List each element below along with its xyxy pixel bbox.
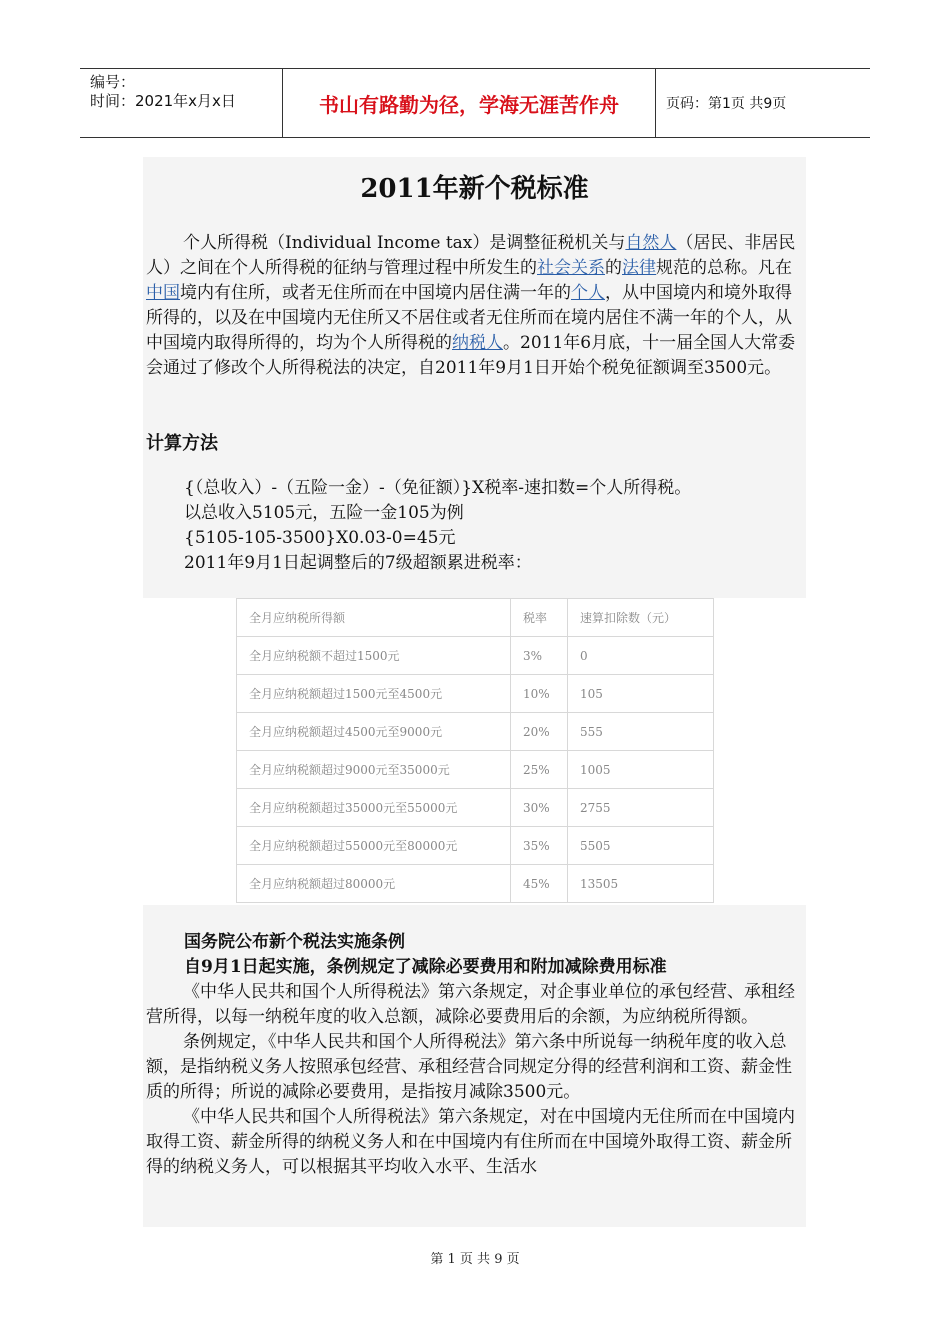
column-header: 全月应纳税所得额 [237, 599, 511, 637]
column-header: 速算扣除数（元） [568, 599, 714, 637]
table-cell: 0 [568, 637, 714, 675]
formula-line: {（总收入）-（五险一金）-（免征额）}X税率-速扣数=个人所得税。 [184, 478, 692, 498]
table-header-row [237, 599, 714, 637]
table-cell: 全月应纳税额超过9000元至35000元 [237, 751, 511, 789]
formula-line: 以总收入5105元，五险一金105为例 [184, 503, 464, 523]
intro-paragraph: 个人所得税（Individual Income tax）是调整征税机关与自然人（居民、非居民人）之间在个人所得税的征纳与管理过程中所发生的社会关系的法律规范的总称。凡在中国境内有住所，或者无住所而在中国境内居住满一年的个人，从中国境内和境外取得所得的，以及在中国境内无住所又不居住或者无住所而在境内居住不满一年的个人，从中国境内取得所得的，均为个人所得税的纳税人。2011年6月底，十一届全国人大常委会通过了修改个人所得税法的决定，自2011年9月1日开始个税免征额调至3500元。 [146, 233, 796, 378]
section2-paragraph: 条例规定，《中华人民共和国个人所得税法》第六条中所说每一纳税年度的收入总额，是指纳税义务人按照承包经营、承租经营合同规定分得的经营利润和工资、薪金性质的所得；所说的减除必要费用，是指按月减除3500元。 [146, 1032, 792, 1102]
table-cell: 全月应纳税额超过1500元至4500元 [237, 675, 511, 713]
link-china[interactable]: 中国 [146, 283, 180, 303]
column-header: 税率 [511, 599, 568, 637]
table-row [237, 827, 714, 865]
page-footer: 第 1 页 共 9 页 [430, 1252, 520, 1267]
table-cell: 13505 [568, 865, 714, 903]
table-cell: 全月应纳税额超过4500元至9000元 [237, 713, 511, 751]
table-cell: 5505 [568, 827, 714, 865]
table-cell: 30% [511, 789, 568, 827]
table-row [237, 751, 714, 789]
section2-subheading: 自9月1日起实施，条例规定了减除必要费用和附加减除费用标准 [184, 957, 667, 977]
calc-method-heading: 计算方法 [146, 433, 218, 454]
table-cell: 555 [568, 713, 714, 751]
table-row [237, 789, 714, 827]
link-taxpayer[interactable]: 纳税人 [452, 333, 503, 353]
table-row [237, 713, 714, 751]
section2-paragraph: 《中华人民共和国个人所得税法》第六条规定，对企事业单位的承包经营、承租经营所得，以每一纳税年度的收入总额，减除必要费用后的余额，为应纳税所得额。 [146, 982, 795, 1027]
table-row [237, 637, 714, 675]
link-social-relations[interactable]: 社会关系 [537, 258, 605, 278]
link-individual[interactable]: 个人 [571, 283, 605, 303]
section2-heading: 国务院公布新个税法实施条例 [184, 932, 405, 952]
table-cell: 35% [511, 827, 568, 865]
formula-block [184, 476, 691, 576]
table-cell: 全月应纳税额超过35000元至55000元 [237, 789, 511, 827]
table-cell: 2755 [568, 789, 714, 827]
header-meta [80, 69, 282, 137]
table-cell: 3% [511, 637, 568, 675]
header-motto: 书山有路勤为径，学海无涯苦作舟 [282, 69, 656, 137]
table-cell: 25% [511, 751, 568, 789]
table-row [237, 865, 714, 903]
section2-paragraph: 《中华人民共和国个人所得税法》第六条规定，对在中国境内无住所而在中国境内取得工资、薪金所得的纳税义务人和在中国境内有住所而在中国境外取得工资、薪金所得的纳税义务人，可以根据其平均收入水平、生活水 [146, 1107, 795, 1177]
time-label: 时间：2021年x月x日 [90, 92, 236, 110]
table-cell: 全月应纳税额超过55000元至80000元 [237, 827, 511, 865]
tax-rate-table [236, 598, 714, 903]
document-header [80, 68, 870, 138]
table-cell: 105 [568, 675, 714, 713]
formula-line: 2011年9月1日起调整后的7级超额累进税率： [184, 553, 532, 573]
table-cell: 全月应纳税额超过80000元 [237, 865, 511, 903]
formula-line: {5105-105-3500}X0.03-0=45元 [184, 528, 456, 548]
number-label: 编号： [90, 73, 136, 91]
table-cell: 1005 [568, 751, 714, 789]
table-cell: 10% [511, 675, 568, 713]
link-law[interactable]: 法律 [622, 258, 656, 278]
section2-block [146, 930, 802, 1180]
table-row [237, 675, 714, 713]
table-cell: 45% [511, 865, 568, 903]
link-natural-person[interactable]: 自然人 [625, 233, 677, 253]
table-cell: 20% [511, 713, 568, 751]
article-title: 2011年新个税标准 [360, 174, 589, 204]
table-cell: 全月应纳税额不超过1500元 [237, 637, 511, 675]
header-page-info: 页码：第1页 共9页 [666, 96, 787, 112]
